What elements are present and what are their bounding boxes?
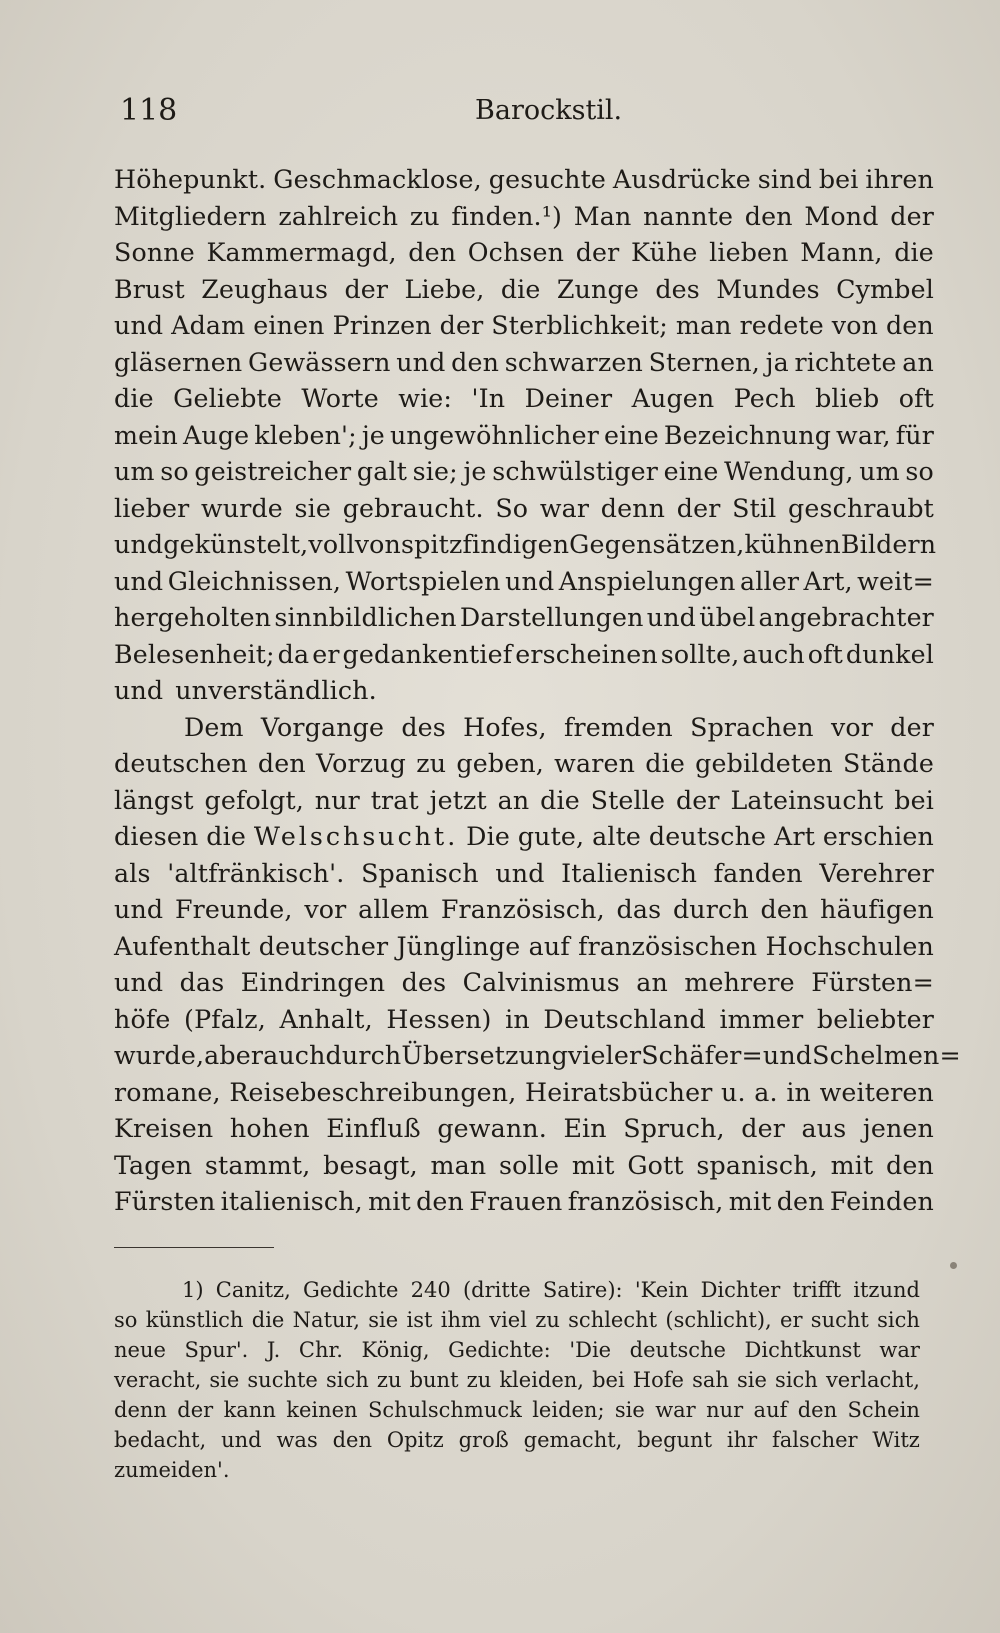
body-line: lieber wurde sie gebraucht. So war denn der Stil geschraubt (114, 493, 934, 523)
footnote-line: 1) Canitz, Gedichte 240 (dritte Satire): 'Kein Dichter trifft itzund (182, 1278, 920, 1302)
body-line: Mitgliedern zahlreich zu finden.¹) Man nannte den Mond der (114, 201, 934, 231)
body-line: längst gefolgt, nur trat jetzt an die Stelle der Lateinsucht bei (114, 785, 934, 815)
body-line: höfe (Pfalz, Anhalt, Hessen) in Deutschland immer beliebter (114, 1004, 934, 1034)
page-number: 118 (120, 93, 178, 128)
body-line: und Freunde, vor allem Französisch, das durch den häufigen (114, 895, 934, 924)
body-line: deutschen den Vorzug zu geben, waren die gebildeten Stände (114, 749, 934, 778)
body-text (114, 162, 961, 1221)
body-line: Kreisen hohen Einfluß gewann. Ein Spruch, der aus jenen (114, 1114, 934, 1143)
body-line: Tagen stammt, besagt, man solle mit Gott spanisch, mit den (114, 1150, 934, 1180)
body-line: Brust Zeughaus der Liebe, die Zunge des Mundes Cymbel (114, 274, 934, 304)
footnote-line: veracht, sie suchte sich zu bunt zu kleiden, bei Hofe sah sie sich verlacht, (114, 1368, 920, 1392)
body-line: und gekünstelt, voll von spitzfindigen Gegensätzen, kühnen Bildern (114, 530, 937, 559)
body-line: um so geistreicher galt sie; je schwülstiger eine Wendung, um so (114, 457, 934, 486)
running-head: Barockstil. (475, 95, 623, 126)
footnote-line: denn der kann keinen Schulschmuck leiden; sie war nur auf den Schein (114, 1398, 920, 1422)
footnote-line: so künstlich die Natur, sie ist ihm viel zu schlecht (schlicht), er sucht sich (114, 1308, 920, 1332)
body-line: mein Auge kleben'; je ungewöhnlicher eine Bezeichnung war, für (114, 420, 934, 450)
footnote-line: bedacht, und was den Opitz groß gemacht, begunt ihr falscher Witz (114, 1428, 920, 1452)
page-header (120, 93, 920, 133)
footnote-line: zu meiden'. (114, 1458, 230, 1482)
body-line: Aufenthalt deutscher Jünglinge auf französischen Hochschulen (114, 931, 934, 961)
body-line: Belesenheit; da er gedankentief erscheinen sollte, auch oft dunkel (114, 639, 934, 669)
footnote-line: neue Spur'. J. Chr. König, Gedichte: 'Die deutsche Dichtkunst war (114, 1338, 920, 1362)
body-line: als 'altfränkisch'. Spanisch und Italienisch fanden Verehrer (114, 858, 934, 888)
body-line: diesen die Welschsucht. Die gute, alte deutsche Art erschien (114, 822, 934, 851)
body-line: und unverständlich. (114, 676, 377, 705)
body-line: wurde, aber auch durch Übersetzung vieler Schäfer= und Schelmen= (114, 1041, 961, 1070)
body-line: und das Eindringen des Calvinismus an mehrere Fürsten= (114, 968, 934, 997)
body-line: Dem Vorgange des Hofes, fremden Sprachen vor der (184, 712, 934, 742)
body-line: Sonne Kammermagd, den Ochsen der Kühe lieben Mann, die (114, 238, 934, 267)
body-line: Höhepunkt. Geschmacklose, gesuchte Ausdrücke sind bei ihren (114, 165, 934, 194)
body-line: Fürsten italienisch, mit den Frauen französisch, mit den Feinden (114, 1187, 934, 1216)
footnote-rule (114, 1247, 274, 1248)
body-line: gläsernen Gewässern und den schwarzen Sternen, ja richtete an (114, 347, 934, 377)
body-line: und Adam einen Prinzen der Sterblichkeit; man redete von den (114, 311, 934, 340)
body-line: romane, Reisebeschreibungen, Heiratsbücher u. a. in weiteren (114, 1077, 934, 1107)
footnotes (114, 1275, 920, 1485)
body-line: die Geliebte Worte wie: 'In Deiner Augen Pech blieb oft (114, 384, 934, 413)
body-line: hergeholten sinnbildlichen Darstellungen und übel angebrachter (114, 603, 934, 632)
body-line: und Gleichnissen, Wortspielen und Anspielungen aller Art, weit= (114, 566, 934, 596)
paper-speck (950, 1262, 957, 1269)
